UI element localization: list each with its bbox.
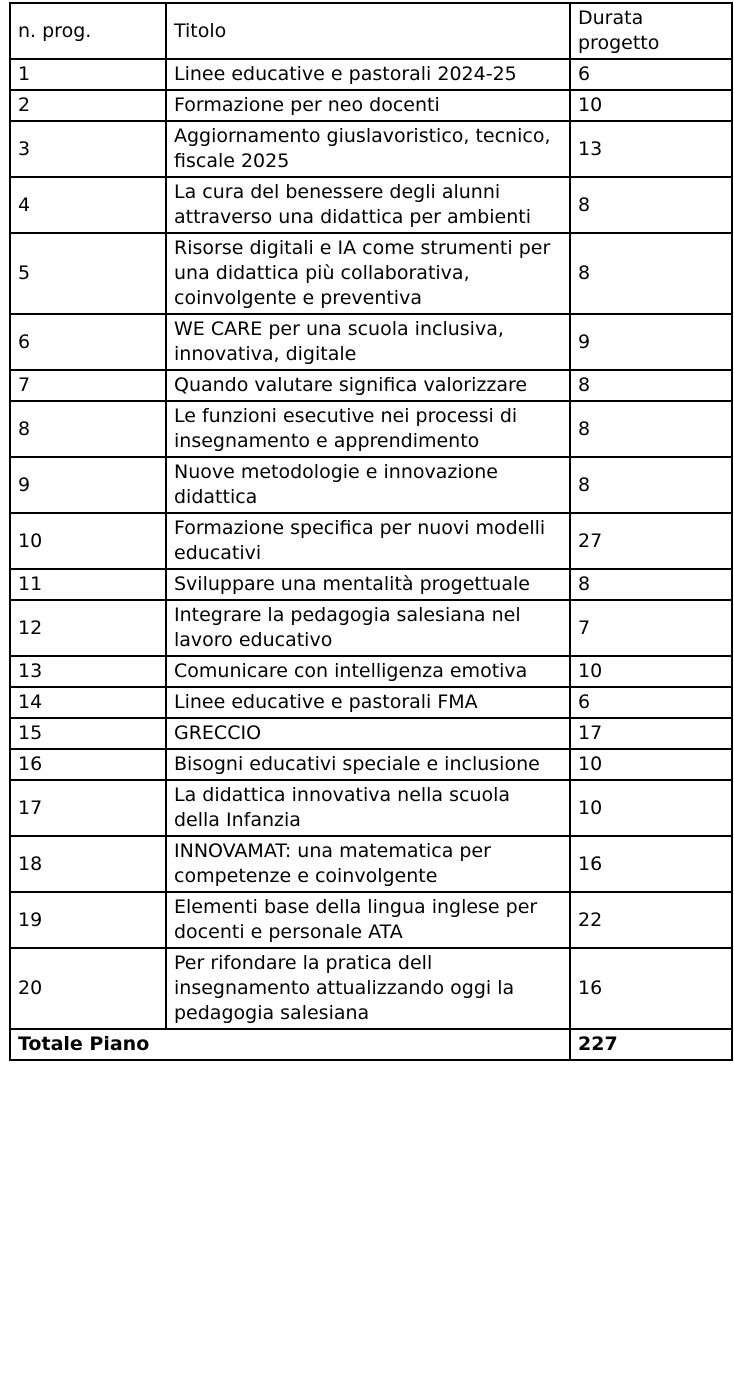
row-duration: 8 [570, 457, 732, 513]
row-title: Le funzioni esecutive nei processi di insegnamento e apprendimento [166, 401, 570, 457]
table-row [10, 121, 732, 177]
table-row [10, 892, 732, 948]
row-title: Risorse digitali e IA come strumenti per una didattica più collaborativa, coinvolgente e preventiva [166, 233, 570, 314]
table-row [10, 836, 732, 892]
row-title: Formazione specifica per nuovi modelli educativi [166, 513, 570, 569]
row-duration: 10 [570, 780, 732, 836]
row-title: Integrare la pedagogia salesiana nel lavoro educativo [166, 600, 570, 656]
row-num: 9 [10, 457, 166, 513]
row-duration: 8 [570, 233, 732, 314]
table-row [10, 314, 732, 370]
table-row [10, 718, 732, 749]
header-row [10, 3, 732, 59]
row-duration: 8 [570, 401, 732, 457]
row-duration: 6 [570, 59, 732, 90]
row-num: 12 [10, 600, 166, 656]
total-label: Totale Piano [10, 1029, 570, 1060]
row-duration: 8 [570, 177, 732, 233]
row-num: 10 [10, 513, 166, 569]
row-num: 19 [10, 892, 166, 948]
table-row [10, 656, 732, 687]
row-duration: 27 [570, 513, 732, 569]
row-num: 6 [10, 314, 166, 370]
table-body [10, 59, 732, 1029]
row-num: 16 [10, 749, 166, 780]
total-row [10, 1029, 732, 1060]
row-title: La cura del benessere degli alunni attraverso una didattica per ambienti [166, 177, 570, 233]
row-num: 18 [10, 836, 166, 892]
table-row [10, 401, 732, 457]
row-num: 15 [10, 718, 166, 749]
row-title: Formazione per neo docenti [166, 90, 570, 121]
row-title: INNOVAMAT: una matematica per competenze e coinvolgente [166, 836, 570, 892]
table-row [10, 59, 732, 90]
header-num: n. prog. [10, 3, 166, 59]
row-num: 4 [10, 177, 166, 233]
table-row [10, 233, 732, 314]
row-num: 3 [10, 121, 166, 177]
row-duration: 8 [570, 370, 732, 401]
table-row [10, 90, 732, 121]
table-row [10, 687, 732, 718]
row-num: 8 [10, 401, 166, 457]
table-row [10, 569, 732, 600]
row-title: WE CARE per una scuola inclusiva, innovativa, digitale [166, 314, 570, 370]
row-duration: 17 [570, 718, 732, 749]
row-num: 20 [10, 948, 166, 1029]
row-num: 17 [10, 780, 166, 836]
row-num: 11 [10, 569, 166, 600]
row-duration: 10 [570, 656, 732, 687]
row-title: Linee educative e pastorali 2024-25 [166, 59, 570, 90]
row-duration: 10 [570, 90, 732, 121]
table-row [10, 457, 732, 513]
row-title: Sviluppare una mentalità progettuale [166, 569, 570, 600]
table-row [10, 370, 732, 401]
row-title: Quando valutare significa valorizzare [166, 370, 570, 401]
table-row [10, 513, 732, 569]
row-title: Aggiornamento giuslavoristico, tecnico, fiscale 2025 [166, 121, 570, 177]
row-title: Comunicare con intelligenza emotiva [166, 656, 570, 687]
row-num: 2 [10, 90, 166, 121]
row-num: 7 [10, 370, 166, 401]
table-row [10, 948, 732, 1029]
table-row [10, 177, 732, 233]
row-duration: 6 [570, 687, 732, 718]
row-duration: 9 [570, 314, 732, 370]
row-title: Per rifondare la pratica dell insegnamento attualizzando oggi la pedagogia salesiana [166, 948, 570, 1029]
row-num: 14 [10, 687, 166, 718]
row-title: Elementi base della lingua inglese per docenti e personale ATA [166, 892, 570, 948]
row-duration: 16 [570, 948, 732, 1029]
row-duration: 13 [570, 121, 732, 177]
row-duration: 8 [570, 569, 732, 600]
row-duration: 7 [570, 600, 732, 656]
row-title: Bisogni educativi speciale e inclusione [166, 749, 570, 780]
table-row [10, 600, 732, 656]
row-num: 5 [10, 233, 166, 314]
row-num: 13 [10, 656, 166, 687]
row-title: La didattica innovativa nella scuola della Infanzia [166, 780, 570, 836]
header-duration: Durata progetto [570, 3, 732, 59]
total-value: 227 [570, 1029, 732, 1060]
row-title: Linee educative e pastorali FMA [166, 687, 570, 718]
row-title: GRECCIO [166, 718, 570, 749]
row-duration: 22 [570, 892, 732, 948]
table-row [10, 749, 732, 780]
projects-table [9, 2, 733, 1061]
row-title: Nuove metodologie e innovazione didattica [166, 457, 570, 513]
table-row [10, 780, 732, 836]
row-num: 1 [10, 59, 166, 90]
header-title: Titolo [166, 3, 570, 59]
row-duration: 10 [570, 749, 732, 780]
row-duration: 16 [570, 836, 732, 892]
